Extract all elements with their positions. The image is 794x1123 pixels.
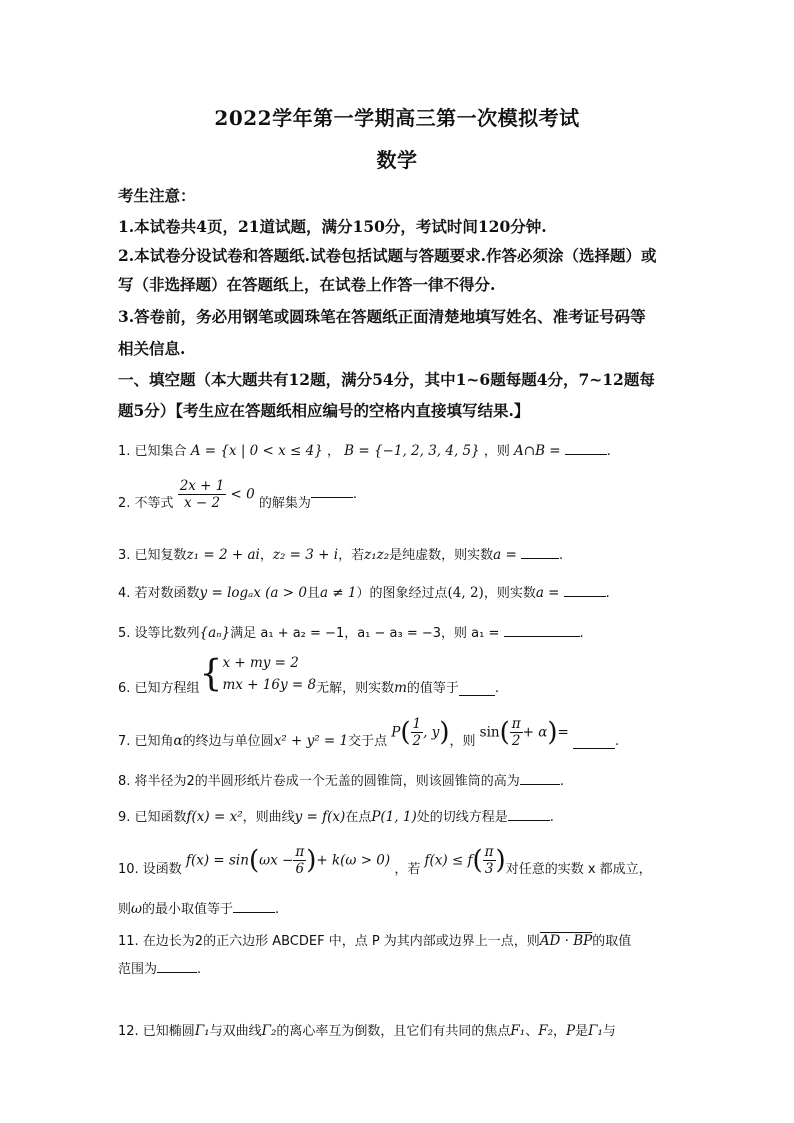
q9-end: . [549,810,554,825]
q12-text-c: 的离心率互为倒数，且它们有共同的焦点 [276,1024,511,1039]
q10-frac2 [483,844,496,877]
q7-text-d: ，则 [449,734,476,749]
exam-title: 2022学年第一学期高三第一次模拟考试 [214,106,580,130]
q10-cnum: π [484,844,494,860]
question-5 [118,622,584,641]
q11-line2-text: 范围为 [118,962,158,977]
q4-cond: a ≠ 1 [319,585,357,601]
q7-end: . [615,734,620,749]
q6-text-c: 的值等于 [406,681,459,696]
q3-var: a = [493,547,517,563]
question-8 [118,770,564,789]
q10-text-c: 对任意的实数 x 都成立， [505,862,652,877]
q7-sin: sin [479,724,500,741]
q7-circle: x² + y² = 1 [273,733,349,749]
q7-snum: π [511,716,521,732]
q7-text: 7. 已知角 [118,734,174,749]
q10-text-b: ，若 [394,862,421,877]
answer-blank [311,484,353,498]
q9-text-d: 处的切线方程是 [416,810,508,825]
notice-heading: 考生注意： [118,186,196,205]
q2-fraction [178,478,227,511]
q3-z2: z₂ = 3 + i [272,547,339,563]
q10-paren-open: ( [248,845,260,876]
q7-sden: 2 [511,733,521,749]
q7-equals: = [557,724,569,741]
q7-paren2-close: ) [547,717,558,748]
q4-function: y = logₐx (a > 0 [199,585,307,601]
q9-function: f(x) = x² [186,809,243,825]
q10-paren2-open: ( [472,845,483,876]
q1-end: . [606,444,611,459]
question-4 [118,582,610,601]
exam-subject: 数学 [376,148,418,172]
q7-paren-close: ) [439,717,450,748]
q10-text: 10. 设函数 [118,862,182,877]
q1-text: 1. 已知集合 [118,444,187,459]
q7-sin-add: + α [522,724,548,741]
q6-eq2: mx + 16y = 8 [222,677,317,693]
question-12 [118,1020,616,1039]
q12-text-f: 是 [575,1024,589,1039]
q7-alpha: α [173,733,183,749]
section-heading-1: 一、填空题（本大题共有12题，满分54分，其中1~6题每题4分，7~12题每 [118,370,655,389]
q6-eq1: x + my = 2 [222,655,299,671]
question-2 [118,478,357,511]
q9-text-b: ，则曲线 [242,810,295,825]
answer-blank [157,959,197,973]
q12-text: 12. 已知椭圆 [118,1024,195,1039]
q9-text-c: 在点 [345,810,372,825]
q3-end: . [558,548,564,563]
q6-system [222,652,316,696]
question-11 [118,930,631,949]
q12-text-g: 与 [602,1024,616,1039]
question-1 [118,440,611,459]
q3-product: z₁z₂ [364,547,390,563]
q3-sep: ， [259,548,273,563]
answer-blank [564,583,606,597]
q2-numerator: 2x + 1 [179,478,225,494]
q11-vector-expr: AD · BP [539,933,593,949]
q7-text-b: 的终边与单位圆 [182,734,274,749]
question-9 [118,806,554,825]
question-11-line-2 [118,958,201,977]
q9-text: 9. 已知函数 [118,810,187,825]
q8-text: 8. 将半径为2的半圆形纸片卷成一个无盖的圆锥筒，则该圆锥筒的高为 [118,774,520,789]
q10-end: . [275,902,280,917]
q2-denominator: x − 2 [183,495,221,511]
q10-paren-close: ) [306,845,317,876]
answer-blank [521,545,559,559]
q3-z1: z₁ = 2 + ai [186,547,260,563]
q4-text-d: ）的图象经过点 [356,586,448,601]
q1-expr: A∩B = [514,443,561,459]
q4-text-b: 且 [306,586,320,601]
answer-blank [233,899,275,913]
q6-end: . [494,681,500,696]
answer-blank [573,735,615,749]
q10-pnum: π [295,844,305,860]
q12-gamma1-b: Γ₁ [588,1023,603,1039]
q10-cden: 3 [484,861,494,877]
answer-blank [504,623,580,637]
question-7 [118,716,619,749]
q10-omega: ω [131,901,143,917]
q4-text: 4. 若对数函数 [118,586,200,601]
q10-line2-text: 则 [118,902,132,917]
q3-text-b: ，若 [338,548,365,563]
q1-set-a: A = {x | 0 < x ≤ 4} [190,443,323,459]
q6-brace: { [199,653,223,695]
q2-text: 2. 不等式 [118,496,174,511]
q3-text: 3. 已知复数 [118,548,187,563]
question-10 [118,844,652,877]
answer-blank [508,807,550,821]
notice-item-2a: 2.本试卷分设试卷和答题纸.试卷包括试题与答题要求.作答必须涂（选择题）或 [118,246,657,265]
q7-paren-open: ( [400,717,411,748]
answer-blank [459,682,495,696]
q6-text-b: 无解，则实数 [316,681,395,696]
q4-var: a = [535,585,560,601]
section-heading-2: 题5分）【考生应在答题纸相应编号的空格内直接填写结果.】 [118,401,530,420]
q12-focus1: F₁ [510,1023,526,1039]
q10-paren2-close: ) [495,845,506,876]
question-3 [118,544,563,563]
q10-function: f(x) = sin [185,852,249,869]
q5-end: . [579,626,584,641]
q10-condition: f(x) ≤ f [424,852,473,869]
q10-line2-text-b: 的最小取值等于 [142,902,234,917]
q5-text: 5. 设等比数列 [118,626,200,641]
question-6 [118,652,499,696]
q7-point-y: , y [423,724,440,741]
q7-pden: 2 [412,733,422,749]
q10-inner: ωx − [259,852,294,869]
q7-point-label: P [391,724,401,741]
q6-text: 6. 已知方程组 [118,681,200,696]
q2-relation: < 0 [230,486,255,503]
q6-var: m [394,680,407,696]
notice-item-3a: 3.答卷前，务必用钢笔或圆珠笔在答题纸正面清楚地填写姓名、准考证号码等 [118,307,646,326]
q8-end: . [559,774,564,789]
q2-text-b: 的解集为 [258,496,311,511]
q12-text-b: 与双曲线 [209,1024,262,1039]
q11-end: . [197,962,202,977]
q12-focus2: F₂ [538,1023,553,1039]
q1-sep: ， [326,444,340,459]
answer-blank [565,441,607,455]
notice-item-3b: 相关信息. [118,339,186,358]
answer-blank [520,771,560,785]
q11-text-b: 的取值 [592,934,632,949]
q4-text-e: ，则实数 [483,586,536,601]
q12-point: P [566,1023,576,1039]
q10-frac [293,844,306,877]
q11-text: 11. 在边长为2的正六边形 ABCDEF 中，点 P 为其内部或边界上一点，则 [118,934,540,949]
q12-gamma1: Γ₁ [194,1023,210,1039]
q12-gamma2: Γ₂ [261,1023,277,1039]
q7-text-c: 交于点 [348,734,388,749]
q12-text-d: 、 [525,1024,539,1039]
notice-item-2b: 写（非选择题）在答题纸上，在试卷上作答一律不得分. [118,275,496,294]
q9-point: P(1, 1) [371,809,417,825]
q1-text-b: ，则 [483,444,510,459]
q12-text-e: ， [552,1024,566,1039]
q10-function-tail: + k(ω > 0) [316,852,391,869]
q5-sequence: {aₙ} [199,625,231,641]
q7-pnum: 1 [412,716,422,732]
q4-point: (4, 2) [447,585,484,601]
q4-end: . [605,586,610,601]
q7-sin-frac [510,716,523,749]
q10-pden: 6 [295,861,305,877]
question-10-line-2 [118,898,279,917]
q1-set-b: B = {−1, 2, 3, 4, 5} [344,443,480,459]
q3-text-c: 是纯虚数，则实数 [389,548,494,563]
q5-text-b: 满足 a₁ + a₂ = −1，a₁ − a₃ = −3，则 a₁ = [230,626,500,641]
q7-point-frac [411,716,424,749]
notice-item-1: 1.本试卷共4页，21道试题，满分150分，考试时间120分钟. [118,217,547,236]
q2-end: . [352,487,358,502]
q7-paren2-open: ( [499,717,510,748]
q9-curve: y = f(x) [294,809,346,825]
